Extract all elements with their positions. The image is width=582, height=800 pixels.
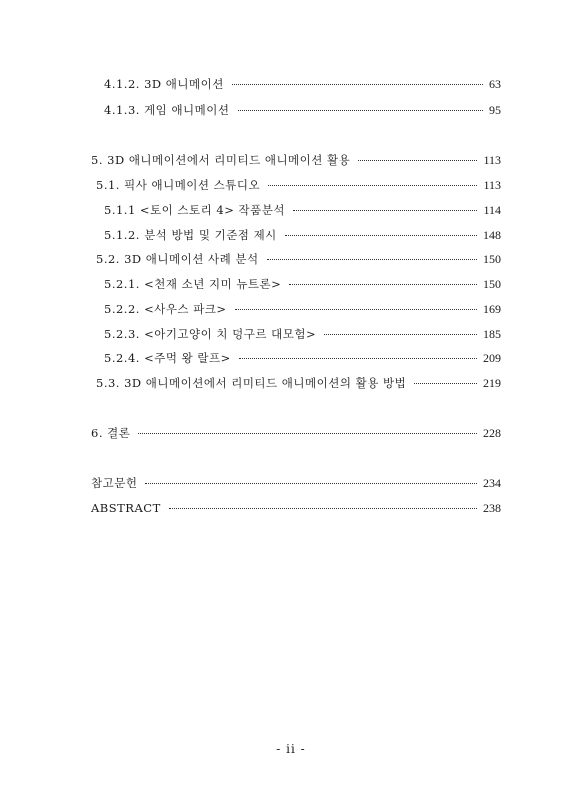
toc-entry <box>104 202 501 218</box>
toc-entry-page: 234 <box>483 476 501 490</box>
toc-entry-page: 63 <box>489 77 501 91</box>
toc-entry-title: 참고문헌 <box>91 476 138 490</box>
toc-entry <box>104 102 501 118</box>
toc-entry-title: ABSTRACT <box>91 501 161 515</box>
toc-leader-dots <box>358 160 477 161</box>
toc-entry-page: 113 <box>483 153 501 167</box>
toc-leader-dots <box>324 334 477 335</box>
toc-entry <box>91 425 501 441</box>
toc-entry-title: 5.2.3. <아기고양이 치 덩구르 대모험> <box>104 327 317 341</box>
toc-leader-dots <box>414 383 477 384</box>
toc-entry <box>96 375 501 391</box>
toc-entry-title: 5.2. 3D 애니메이션 사례 분석 <box>96 252 259 266</box>
toc-entry-page: 148 <box>483 228 501 242</box>
toc-leader-dots <box>268 185 477 186</box>
toc-entry-page: 169 <box>483 302 501 316</box>
toc-entry <box>96 251 501 267</box>
toc-entry-page: 228 <box>483 426 501 440</box>
toc-entry <box>104 326 501 342</box>
page-number-footer: - ii - <box>276 742 306 756</box>
toc-entry <box>91 500 501 516</box>
toc-leader-dots <box>138 433 477 434</box>
toc-entry <box>104 276 501 292</box>
toc-entry-title: 5.1.1 <토이 스토리 4> 작품분석 <box>104 203 285 217</box>
toc-leader-dots <box>239 358 477 359</box>
toc-entry-title: 4.1.3. 게임 애니메이션 <box>104 103 230 117</box>
toc-entry-page: 219 <box>483 376 501 390</box>
toc-entry-title: 5.2.2. <사우스 파크> <box>104 302 227 316</box>
toc-entry <box>104 227 501 243</box>
toc-entry <box>91 475 501 491</box>
toc-entry <box>104 76 501 92</box>
toc-leader-dots <box>293 210 477 211</box>
toc-entry-page: 95 <box>489 103 501 117</box>
toc-entry-title: 5.3. 3D 애니메이션에서 리미티드 애니메이션의 활용 방법 <box>96 376 407 390</box>
toc-leader-dots <box>232 84 483 85</box>
toc-entry-title: 5.1. 픽사 애니메이션 스튜디오 <box>96 178 261 192</box>
toc-entry-title: 5.2.4. <주먹 왕 랄프> <box>104 351 231 365</box>
toc-entry <box>91 152 501 168</box>
toc-entry-title: 5.1.2. 분석 방법 및 기준점 제시 <box>104 228 277 242</box>
toc-leader-dots <box>145 483 477 484</box>
toc-entry-page: 238 <box>483 501 501 515</box>
toc-entry <box>96 177 501 193</box>
toc-entry <box>104 301 501 317</box>
toc-leader-dots <box>289 284 477 285</box>
toc-leader-dots <box>267 259 477 260</box>
toc-leader-dots <box>238 110 484 111</box>
toc-entry-page: 113 <box>483 178 501 192</box>
toc-entry-title: 5. 3D 애니메이션에서 리미티드 애니메이션 활용 <box>91 153 351 167</box>
toc-entry-page: 150 <box>483 277 501 291</box>
toc-leader-dots <box>235 309 477 310</box>
toc-entry-page: 114 <box>483 203 501 217</box>
toc-leader-dots <box>169 508 477 509</box>
toc-entry <box>104 350 501 366</box>
toc-entry-page: 150 <box>483 252 501 266</box>
toc-leader-dots <box>285 235 477 236</box>
toc-entry-title: 5.2.1. <천재 소년 지미 뉴트론> <box>104 277 282 291</box>
toc-entry-title: 6. 결론 <box>91 426 131 440</box>
toc-entry-page: 209 <box>483 351 501 365</box>
toc-entry-page: 185 <box>483 327 501 341</box>
toc-entry-title: 4.1.2. 3D 애니메이션 <box>104 77 224 91</box>
